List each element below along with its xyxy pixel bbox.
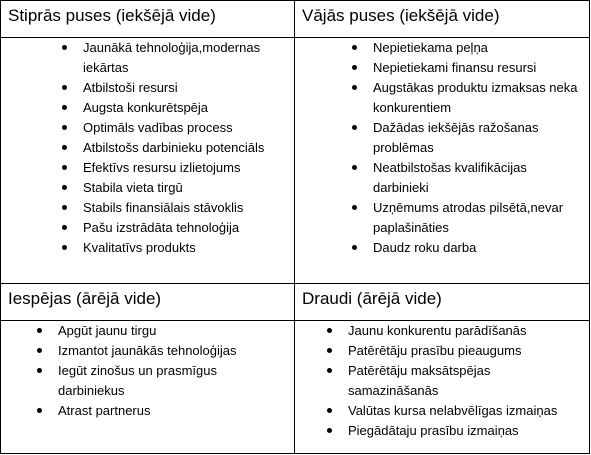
list-item: Izmantot jaunākās tehnoloģijas <box>58 341 286 361</box>
list-item: Jaunu konkurentu parādīšanās <box>348 321 581 341</box>
weaknesses-cell <box>295 38 590 284</box>
opportunities-list <box>1 321 294 421</box>
weaknesses-heading: Vājās puses (iekšējā vide) <box>295 1 590 38</box>
list-item: Uzņēmums atrodas pilsētā,nevar paplašināties <box>373 198 581 238</box>
swot-header-row-internal <box>1 1 590 38</box>
weaknesses-list <box>295 38 589 258</box>
list-item: Optimāls vadības process <box>83 118 286 138</box>
list-item: Daudz roku darba <box>373 238 581 258</box>
list-item: Efektīvs resursu izlietojums <box>83 158 286 178</box>
strengths-list <box>1 38 294 258</box>
list-item: Iegūt zinošus un prasmīgus darbiniekus <box>58 361 286 401</box>
list-item: Pašu izstrādāta tehnoloģija <box>83 218 286 238</box>
swot-header-row-external <box>1 284 590 321</box>
list-item: Stabila vieta tirgū <box>83 178 286 198</box>
threats-cell <box>295 321 590 454</box>
threats-list <box>295 321 589 441</box>
list-item: Nepietiekama peļņa <box>373 38 581 58</box>
list-item: Augsta konkurētspēja <box>83 98 286 118</box>
opportunities-cell <box>1 321 295 454</box>
list-item: Kvalitatīvs produkts <box>83 238 286 258</box>
list-item: Dažādas iekšējās ražošanas problēmas <box>373 118 581 158</box>
strengths-cell <box>1 38 295 284</box>
list-item: Augstākas produktu izmaksas neka konkurentiem <box>373 78 581 118</box>
strengths-heading: Stiprās puses (iekšējā vide) <box>1 1 295 38</box>
swot-content-row-external <box>1 321 590 454</box>
list-item: Atrast partnerus <box>58 401 286 421</box>
list-item: Piegādātaju prasību izmaiņas <box>348 421 581 441</box>
list-item: Patērētāju maksātspējas samazināšanās <box>348 361 581 401</box>
list-item: Jaunākā tehnoloģija,modernas iekārtas <box>83 38 286 78</box>
list-item: Apgūt jaunu tirgu <box>58 321 286 341</box>
list-item: Valūtas kursa nelabvēlīgas izmaiņas <box>348 401 581 421</box>
list-item: Atbilstošs darbinieku potenciāls <box>83 138 286 158</box>
list-item: Stabils finansiālais stāvoklis <box>83 198 286 218</box>
swot-content-row-internal <box>1 38 590 284</box>
list-item: Neatbilstošas kvalifikācijas darbinieki <box>373 158 581 198</box>
list-item: Atbilstoši resursi <box>83 78 286 98</box>
list-item: Nepietiekami finansu resursi <box>373 58 581 78</box>
list-item: Patērētāju prasību pieaugums <box>348 341 581 361</box>
opportunities-heading: Iespējas (ārējā vide) <box>1 284 295 321</box>
threats-heading: Draudi (ārējā vide) <box>295 284 590 321</box>
